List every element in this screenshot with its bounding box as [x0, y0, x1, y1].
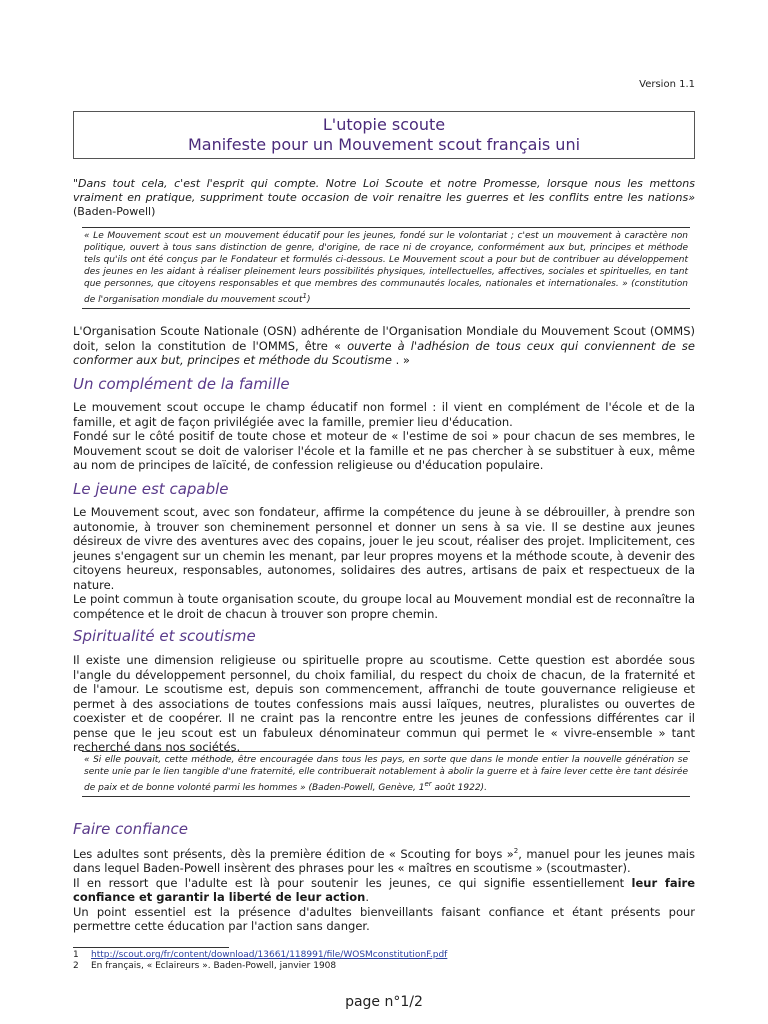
section-heading-jeune: Le jeune est capable [73, 480, 229, 498]
footnote-divider [73, 947, 229, 948]
osn-end: . » [391, 353, 410, 367]
section-heading-confiance: Faire confiance [73, 820, 188, 838]
document-subtitle: Manifeste pour un Mouvement scout français uni [187, 135, 581, 154]
text-span: , manuel pour les jeunes mais dans lequel Baden-Powell insèrent des phrases pour les « maîtres en scoutisme » (scoutmaster). [73, 846, 695, 876]
text-span: . [365, 890, 370, 905]
paragraph: Le Mouvement scout, avec son fondateur, affirme la compétence du jeune à se débrouiller, à prendre son autonomie, à trouver son cheminement personnel et donner un sens à sa vie. Il se destine aux jeunes désireux de vivre des aventures avec des copains, jouer le jeu scout, réaliser des projet. Implicitement, ces jeunes s'engagent sur un chemin les menant, par leur propres moyens et la méthode scoute, à devenir des citoyens heureux, responsables, autonomes, solidaires des autres, artisans de paix et respectueux de la nature. [73, 505, 695, 592]
intro-quote-attribution: (Baden-Powell) [73, 205, 156, 218]
paragraph: Le mouvement scout occupe le champ éducatif non formel : il vient en complément de l'école et de la famille, et agit de façon privilégiée avec la famille, premier lieu d'éducation. [73, 400, 695, 429]
section-confiance-body [73, 844, 695, 934]
osn-italic: ouverte à l'adhésion de tous ceux qui conviennent de se conformer aux but, principes et méthode du Scoutisme [73, 338, 695, 367]
baden-powell-quote [82, 751, 690, 797]
section-spiritualite-body [73, 653, 695, 755]
footnote-ref-2: 2 [513, 847, 519, 855]
bold-text: leur faire confiance et garantir la liberté de leur action [73, 875, 695, 905]
text-span: Il en ressort que l'adulte est là pour soutenir les jeunes, ce qui signifie essentiellement [73, 875, 632, 890]
osn-text: L'Organisation Scoute Nationale (OSN) adhérente de l'Organisation Mondiale du Mouvement Scout (OMMS) doit, selon la constitution de l'OMMS, être « [73, 324, 695, 353]
osn-paragraph [73, 324, 695, 368]
page-number: page n°1/2 [345, 994, 423, 1010]
intro-quote-text: "Dans tout cela, c'est l'esprit qui compte. Notre Loi Scoute et notre Promesse, lorsque nous les mettons vraiment en pratique, suppriment toute occasion de voir renaitre les guerres et les conflits entre les nations» [73, 177, 695, 204]
text-span: Les adultes sont présents, dès la première édition de « Scouting for boys » [73, 846, 514, 861]
intro-quote [73, 177, 695, 219]
paragraph [73, 876, 695, 905]
paragraph: Un point essentiel est la présence d'adultes bienveillants faisant confiance et étant présents pour permettre cette éducation par l'action sans danger. [73, 904, 695, 934]
footnotes [73, 947, 695, 972]
constitution-quote [82, 227, 690, 309]
baden-powell-quote-end: août 1922). [431, 783, 487, 793]
baden-powell-quote-text: « Si elle pouvait, cette méthode, être encouragée dans tous les pays, en sorte que dans le monde entier la nouvelle génération se sente unie par le lien tangible d'une fraternité, elle contribuerait notablement à abolir la guerre et à faire lever cette ère tant désirée de paix et de bonne volonté parmi les hommes » (Baden-Powell, Genève, 1 [84, 755, 688, 793]
version-label: Version 1.1 [639, 79, 695, 90]
footnote-1 [73, 950, 695, 961]
paragraph: Fondé sur le côté positif de toute chose et moteur de « l'estime de soi » pour chacun de ses membres, le Mouvement scout se doit de valoriser l'école et la famille et ne pas chercher à se substituer à eux, même au nom de principes de laïcité, de confession religieuse ou d'éducation populaire. [73, 429, 695, 472]
constitution-quote-text: « Le Mouvement scout est un mouvement éducatif pour les jeunes, fondé sur le volontariat ; c'est un mouvement à caractère non politique, ouvert à tous sans distinction de genre, d'origine, de race ni de croyance, conformément aux but, principes et méthode tels qu'ils ont été conçus par le Fondateur et formulés ci-dessous. Le Mouvement scout a pour but de contribuer au développement des jeunes en les aidant à réaliser pleinement leurs possibilités physiques, intellectuelles, affectives, sociales et spirituelles, en tant que personnes, que citoyens responsables et que membres des communautés locales, nationales et internationales. » (constitution de l'organisation mondiale du mouvement scout [84, 231, 688, 305]
paragraph [73, 844, 695, 876]
footnote-number: 2 [73, 961, 79, 971]
footnote-ref-1: 1 [302, 292, 307, 300]
section-heading-spiritualite: Spiritualité et scoutisme [73, 627, 256, 645]
footnote-text: En français, « Eclaireurs ». Baden-Powell, janvier 1908 [91, 961, 337, 971]
footnote-link[interactable]: http://scout.org/fr/content/download/13661/118991/file/WOSMconstitutionF.pdf [91, 950, 448, 960]
constitution-quote-end: ) [307, 295, 311, 305]
document-title: L'utopie scoute [322, 115, 446, 134]
footnote-2 [73, 961, 695, 972]
paragraph: Il existe une dimension religieuse ou spirituelle propre au scoutisme. Cette question est abordée sous l'angle du développement personnel, du choix familial, du respect du choix de chacun, de la fraternité et de l'amour. Le scoutisme est, depuis son commencement, affranchi de toute gouvernance religieuse et permet à des associations de toutes confessions mais aussi laïques, neutres, pluralistes ou ouvertes de coexister et de coopérer. Il ne craint pas la rencontre entre les jeunes de confessions différentes car il pense que le jeu scout est un fabuleux dénominateur commun qui permet le « vivre-ensemble » tant recherché dans nos sociétés. [73, 653, 695, 754]
section-jeune-body [73, 505, 695, 621]
section-heading-famille: Un complément de la famille [73, 375, 290, 393]
title-box [73, 111, 695, 159]
footnote-number: 1 [73, 950, 79, 960]
ordinal-sup: er [424, 780, 432, 788]
paragraph: Le point commun à toute organisation scoute, du groupe local au Mouvement mondial est de reconnaître la compétence et le droit de chacun à trouver son propre chemin. [73, 592, 695, 621]
section-famille-body [73, 400, 695, 473]
